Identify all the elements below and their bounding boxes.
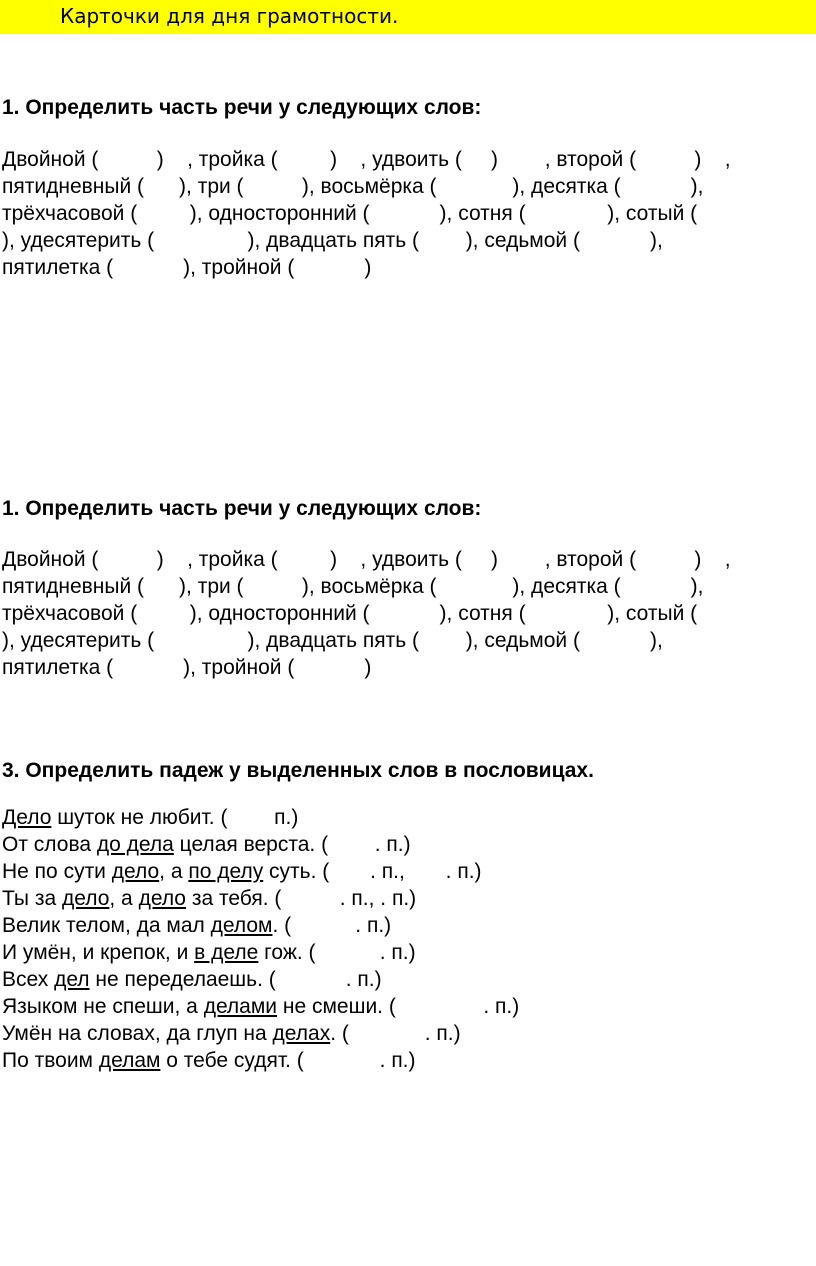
proverb-line: Умён на словах, да глуп на делах. ( . п.) <box>2 1022 461 1045</box>
highlighted-word: дело <box>111 860 160 883</box>
highlighted-word: в деле <box>194 941 259 964</box>
proverb-line: Не по сути дело, а по делу суть. ( . п., . п.) <box>2 860 482 883</box>
highlighted-word: делом <box>210 914 273 937</box>
task1-line: Двойной ( ) , тройка ( ) , удвоить ( ) , второй ( ) , <box>2 548 731 571</box>
task1-line: Двойной ( ) , тройка ( ) , удвоить ( ) , второй ( ) , <box>2 148 731 171</box>
proverb-line: Велик телом, да мал делом. ( . п.) <box>2 914 392 937</box>
proverb-line: Языком не спеши, а делами не смеши. ( . п.) <box>2 995 520 1018</box>
task1-line: ), удесятерить ( ), двадцать пять ( ), седьмой ( ), <box>2 629 663 652</box>
highlighted-word: делами <box>203 995 278 1018</box>
task1-line: ), удесятерить ( ), двадцать пять ( ), седьмой ( ), <box>2 229 663 252</box>
task1-heading-copy: 1. Определить часть речи у следующих слов: <box>2 497 482 520</box>
highlighted-word: делах <box>272 1022 331 1045</box>
task1-line: трёхчасовой ( ), односторонний ( ), сотня ( ), сотый ( <box>2 202 698 225</box>
page-title: Карточки для дня грамотности. <box>60 4 399 28</box>
task1-line: пятилетка ( ), тройной ( ) <box>2 656 372 679</box>
proverb-line: Ты за дело, а дело за тебя. ( . п., . п.) <box>2 887 417 910</box>
proverb-line: По твоим делам о тебе судят. ( . п.) <box>2 1049 416 1072</box>
highlighted-word: делам <box>98 1049 161 1072</box>
highlighted-word: Дело <box>2 806 52 829</box>
title-banner <box>0 0 816 34</box>
highlighted-word: дело <box>138 887 186 910</box>
task1-heading: 1. Определить часть речи у следующих слов: <box>2 96 482 119</box>
highlighted-word: дел <box>54 968 90 991</box>
proverb-line: Дело шуток не любит. ( п.) <box>2 806 299 829</box>
highlighted-word: дело <box>61 887 110 910</box>
proverb-line: От слова до дела целая верста. ( . п.) <box>2 833 411 856</box>
task3-heading: 3. Определить падеж у выделенных слов в пословицах. <box>2 759 594 782</box>
task1-line: трёхчасовой ( ), односторонний ( ), сотня ( ), сотый ( <box>2 602 698 625</box>
task1-line: пятидневный ( ), три ( ), восьмёрка ( ), десятка ( ), <box>2 575 704 598</box>
task1-line: пятилетка ( ), тройной ( ) <box>2 256 372 279</box>
task1-line: пятидневный ( ), три ( ), восьмёрка ( ), десятка ( ), <box>2 175 704 198</box>
proverb-line: Всех дел не переделаешь. ( . п.) <box>2 968 382 991</box>
proverb-line: И умён, и крепок, и в деле гож. ( . п.) <box>2 941 416 964</box>
highlighted-word: до дела <box>96 833 174 856</box>
highlighted-word: по делу <box>188 860 264 883</box>
